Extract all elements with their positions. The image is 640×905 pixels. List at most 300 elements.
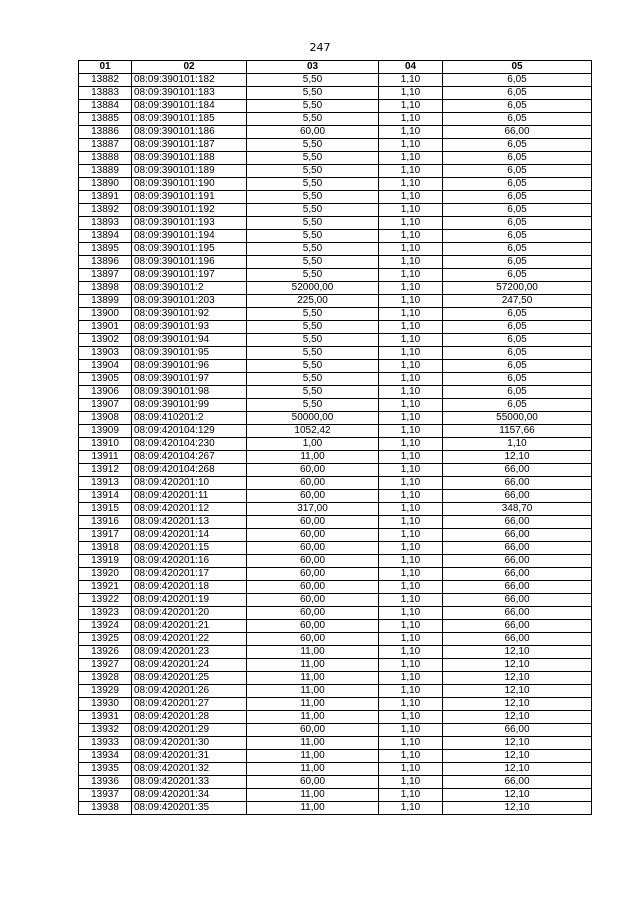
total-cell: 6,05	[443, 256, 592, 269]
cadastral-number-cell: 08:09:420201:13	[132, 516, 247, 529]
value-cell: 11,00	[247, 451, 379, 464]
cadastral-number-cell: 08:09:420201:21	[132, 620, 247, 633]
value-cell: 5,50	[247, 152, 379, 165]
row-number-cell: 13904	[79, 360, 132, 373]
coefficient-cell: 1,10	[379, 347, 443, 360]
coefficient-cell: 1,10	[379, 789, 443, 802]
coefficient-cell: 1,10	[379, 555, 443, 568]
value-cell: 5,50	[247, 165, 379, 178]
row-number-cell: 13915	[79, 503, 132, 516]
cadastral-number-cell: 08:09:420201:33	[132, 776, 247, 789]
coefficient-cell: 1,10	[379, 490, 443, 503]
row-number-cell: 13891	[79, 191, 132, 204]
row-number-cell: 13924	[79, 620, 132, 633]
table-row	[79, 620, 592, 633]
cadastral-number-cell: 08:09:390101:95	[132, 347, 247, 360]
row-number-cell: 13926	[79, 646, 132, 659]
table-row	[79, 607, 592, 620]
cadastral-number-cell: 08:09:420201:10	[132, 477, 247, 490]
total-cell: 12,10	[443, 685, 592, 698]
row-number-cell: 13930	[79, 698, 132, 711]
cadastral-number-cell: 08:09:420201:27	[132, 698, 247, 711]
table-row	[79, 269, 592, 282]
total-cell: 66,00	[443, 464, 592, 477]
value-cell: 60,00	[247, 126, 379, 139]
row-number-cell: 13912	[79, 464, 132, 477]
row-number-cell: 13925	[79, 633, 132, 646]
coefficient-cell: 1,10	[379, 477, 443, 490]
total-cell: 12,10	[443, 737, 592, 750]
value-cell: 60,00	[247, 633, 379, 646]
row-number-cell: 13921	[79, 581, 132, 594]
cadastral-number-cell: 08:09:420201:17	[132, 568, 247, 581]
value-cell: 5,50	[247, 373, 379, 386]
row-number-cell: 13900	[79, 308, 132, 321]
row-number-cell: 13913	[79, 477, 132, 490]
total-cell: 6,05	[443, 399, 592, 412]
cadastral-number-cell: 08:09:390101:195	[132, 243, 247, 256]
coefficient-cell: 1,10	[379, 737, 443, 750]
column-header-01: 01	[79, 61, 132, 74]
total-cell: 66,00	[443, 555, 592, 568]
table-row	[79, 438, 592, 451]
coefficient-cell: 1,10	[379, 204, 443, 217]
cadastral-number-cell: 08:09:390101:189	[132, 165, 247, 178]
total-cell: 6,05	[443, 308, 592, 321]
cadastral-number-cell: 08:09:390101:96	[132, 360, 247, 373]
coefficient-cell: 1,10	[379, 74, 443, 87]
row-number-cell: 13919	[79, 555, 132, 568]
coefficient-cell: 1,10	[379, 633, 443, 646]
coefficient-cell: 1,10	[379, 282, 443, 295]
table-row	[79, 282, 592, 295]
coefficient-cell: 1,10	[379, 464, 443, 477]
table-body	[79, 74, 592, 815]
coefficient-cell: 1,10	[379, 321, 443, 334]
table-row	[79, 386, 592, 399]
coefficient-cell: 1,10	[379, 178, 443, 191]
cadastral-number-cell: 08:09:390101:184	[132, 100, 247, 113]
cadastral-number-cell: 08:09:420201:18	[132, 581, 247, 594]
row-number-cell: 13894	[79, 230, 132, 243]
cadastral-number-cell: 08:09:390101:191	[132, 191, 247, 204]
value-cell: 11,00	[247, 763, 379, 776]
total-cell: 6,05	[443, 165, 592, 178]
row-number-cell: 13895	[79, 243, 132, 256]
row-number-cell: 13908	[79, 412, 132, 425]
cadastral-number-cell: 08:09:390101:197	[132, 269, 247, 282]
cadastral-number-cell: 08:09:390101:203	[132, 295, 247, 308]
table-row	[79, 373, 592, 386]
data-table	[78, 60, 592, 815]
cadastral-number-cell: 08:09:390101:2	[132, 282, 247, 295]
row-number-cell: 13886	[79, 126, 132, 139]
cadastral-number-cell: 08:09:420104:268	[132, 464, 247, 477]
cadastral-number-cell: 08:09:420104:230	[132, 438, 247, 451]
table-row	[79, 139, 592, 152]
total-cell: 6,05	[443, 243, 592, 256]
value-cell: 11,00	[247, 685, 379, 698]
cadastral-number-cell: 08:09:410201:2	[132, 412, 247, 425]
total-cell: 6,05	[443, 321, 592, 334]
row-number-cell: 13892	[79, 204, 132, 217]
value-cell: 11,00	[247, 672, 379, 685]
total-cell: 6,05	[443, 386, 592, 399]
table-row	[79, 113, 592, 126]
cadastral-number-cell: 08:09:390101:190	[132, 178, 247, 191]
table-row	[79, 152, 592, 165]
value-cell: 60,00	[247, 464, 379, 477]
cadastral-number-cell: 08:09:390101:99	[132, 399, 247, 412]
value-cell: 11,00	[247, 750, 379, 763]
column-header-03: 03	[247, 61, 379, 74]
value-cell: 52000,00	[247, 282, 379, 295]
cadastral-number-cell: 08:09:390101:92	[132, 308, 247, 321]
column-header-05: 05	[443, 61, 592, 74]
total-cell: 12,10	[443, 763, 592, 776]
value-cell: 60,00	[247, 529, 379, 542]
coefficient-cell: 1,10	[379, 646, 443, 659]
value-cell: 5,50	[247, 308, 379, 321]
table-row	[79, 659, 592, 672]
table-row	[79, 360, 592, 373]
table-row	[79, 347, 592, 360]
table-row	[79, 178, 592, 191]
table-row	[79, 334, 592, 347]
table-row	[79, 165, 592, 178]
value-cell: 5,50	[247, 256, 379, 269]
coefficient-cell: 1,10	[379, 113, 443, 126]
total-cell: 6,05	[443, 360, 592, 373]
row-number-cell: 13916	[79, 516, 132, 529]
row-number-cell: 13885	[79, 113, 132, 126]
coefficient-cell: 1,10	[379, 776, 443, 789]
table-row	[79, 581, 592, 594]
row-number-cell: 13888	[79, 152, 132, 165]
table-row	[79, 646, 592, 659]
total-cell: 66,00	[443, 529, 592, 542]
value-cell: 60,00	[247, 724, 379, 737]
total-cell: 12,10	[443, 789, 592, 802]
row-number-cell: 13918	[79, 542, 132, 555]
value-cell: 60,00	[247, 568, 379, 581]
coefficient-cell: 1,10	[379, 607, 443, 620]
value-cell: 5,50	[247, 399, 379, 412]
cadastral-number-cell: 08:09:390101:183	[132, 87, 247, 100]
total-cell: 247,50	[443, 295, 592, 308]
cadastral-number-cell: 08:09:420201:16	[132, 555, 247, 568]
total-cell: 12,10	[443, 711, 592, 724]
value-cell: 5,50	[247, 243, 379, 256]
table-row	[79, 724, 592, 737]
cadastral-number-cell: 08:09:420201:15	[132, 542, 247, 555]
cadastral-number-cell: 08:09:390101:188	[132, 152, 247, 165]
row-number-cell: 13931	[79, 711, 132, 724]
row-number-cell: 13935	[79, 763, 132, 776]
value-cell: 5,50	[247, 100, 379, 113]
table-row	[79, 490, 592, 503]
total-cell: 66,00	[443, 724, 592, 737]
table-row	[79, 321, 592, 334]
row-number-cell: 13910	[79, 438, 132, 451]
table-row	[79, 763, 592, 776]
total-cell: 66,00	[443, 516, 592, 529]
cadastral-number-cell: 08:09:420201:34	[132, 789, 247, 802]
total-cell: 6,05	[443, 152, 592, 165]
cadastral-number-cell: 08:09:420201:22	[132, 633, 247, 646]
coefficient-cell: 1,10	[379, 269, 443, 282]
value-cell: 11,00	[247, 698, 379, 711]
row-number-cell: 13887	[79, 139, 132, 152]
table-row	[79, 412, 592, 425]
value-cell: 60,00	[247, 490, 379, 503]
value-cell: 225,00	[247, 295, 379, 308]
coefficient-cell: 1,10	[379, 620, 443, 633]
table-row	[79, 568, 592, 581]
cadastral-number-cell: 08:09:390101:186	[132, 126, 247, 139]
value-cell: 60,00	[247, 607, 379, 620]
coefficient-cell: 1,10	[379, 87, 443, 100]
total-cell: 66,00	[443, 581, 592, 594]
table-row	[79, 685, 592, 698]
row-number-cell: 13889	[79, 165, 132, 178]
coefficient-cell: 1,10	[379, 594, 443, 607]
total-cell: 57200,00	[443, 282, 592, 295]
total-cell: 6,05	[443, 191, 592, 204]
coefficient-cell: 1,10	[379, 100, 443, 113]
total-cell: 12,10	[443, 750, 592, 763]
cadastral-number-cell: 08:09:390101:94	[132, 334, 247, 347]
total-cell: 12,10	[443, 646, 592, 659]
row-number-cell: 13907	[79, 399, 132, 412]
row-number-cell: 13911	[79, 451, 132, 464]
value-cell: 5,50	[247, 334, 379, 347]
total-cell: 66,00	[443, 126, 592, 139]
value-cell: 5,50	[247, 347, 379, 360]
table-row	[79, 425, 592, 438]
value-cell: 60,00	[247, 594, 379, 607]
cadastral-number-cell: 08:09:420201:14	[132, 529, 247, 542]
table-row	[79, 698, 592, 711]
cadastral-number-cell: 08:09:420201:31	[132, 750, 247, 763]
row-number-cell: 13902	[79, 334, 132, 347]
total-cell: 6,05	[443, 113, 592, 126]
row-number-cell: 13934	[79, 750, 132, 763]
row-number-cell: 13928	[79, 672, 132, 685]
table-row	[79, 711, 592, 724]
value-cell: 5,50	[247, 230, 379, 243]
coefficient-cell: 1,10	[379, 230, 443, 243]
total-cell: 12,10	[443, 698, 592, 711]
coefficient-cell: 1,10	[379, 763, 443, 776]
value-cell: 11,00	[247, 737, 379, 750]
row-number-cell: 13883	[79, 87, 132, 100]
value-cell: 11,00	[247, 802, 379, 815]
total-cell: 1,10	[443, 438, 592, 451]
coefficient-cell: 1,10	[379, 750, 443, 763]
coefficient-cell: 1,10	[379, 516, 443, 529]
value-cell: 5,50	[247, 269, 379, 282]
coefficient-cell: 1,10	[379, 295, 443, 308]
coefficient-cell: 1,10	[379, 542, 443, 555]
value-cell: 5,50	[247, 217, 379, 230]
row-number-cell: 13903	[79, 347, 132, 360]
value-cell: 50000,00	[247, 412, 379, 425]
table-row	[79, 737, 592, 750]
value-cell: 60,00	[247, 620, 379, 633]
total-cell: 66,00	[443, 594, 592, 607]
table-row	[79, 256, 592, 269]
coefficient-cell: 1,10	[379, 529, 443, 542]
total-cell: 12,10	[443, 451, 592, 464]
total-cell: 55000,00	[443, 412, 592, 425]
row-number-cell: 13901	[79, 321, 132, 334]
coefficient-cell: 1,10	[379, 308, 443, 321]
coefficient-cell: 1,10	[379, 672, 443, 685]
coefficient-cell: 1,10	[379, 425, 443, 438]
table-row	[79, 100, 592, 113]
row-number-cell: 13890	[79, 178, 132, 191]
row-number-cell: 13922	[79, 594, 132, 607]
total-cell: 6,05	[443, 100, 592, 113]
coefficient-cell: 1,10	[379, 503, 443, 516]
table-row	[79, 802, 592, 815]
coefficient-cell: 1,10	[379, 568, 443, 581]
cadastral-number-cell: 08:09:420104:129	[132, 425, 247, 438]
column-header-02: 02	[132, 61, 247, 74]
table-row	[79, 529, 592, 542]
row-number-cell: 13927	[79, 659, 132, 672]
table-row	[79, 399, 592, 412]
table-row	[79, 555, 592, 568]
total-cell: 6,05	[443, 74, 592, 87]
coefficient-cell: 1,10	[379, 451, 443, 464]
coefficient-cell: 1,10	[379, 802, 443, 815]
table-row	[79, 230, 592, 243]
row-number-cell: 13923	[79, 607, 132, 620]
cadastral-number-cell: 08:09:420201:28	[132, 711, 247, 724]
coefficient-cell: 1,10	[379, 386, 443, 399]
total-cell: 66,00	[443, 542, 592, 555]
cadastral-number-cell: 08:09:390101:97	[132, 373, 247, 386]
total-cell: 66,00	[443, 568, 592, 581]
value-cell: 5,50	[247, 191, 379, 204]
cadastral-number-cell: 08:09:390101:182	[132, 74, 247, 87]
table-row	[79, 776, 592, 789]
coefficient-cell: 1,10	[379, 256, 443, 269]
cadastral-number-cell: 08:09:420201:23	[132, 646, 247, 659]
table-row	[79, 750, 592, 763]
table-row	[79, 126, 592, 139]
coefficient-cell: 1,10	[379, 412, 443, 425]
value-cell: 1,00	[247, 438, 379, 451]
total-cell: 6,05	[443, 217, 592, 230]
table-row	[79, 503, 592, 516]
value-cell: 60,00	[247, 776, 379, 789]
coefficient-cell: 1,10	[379, 399, 443, 412]
cadastral-number-cell: 08:09:390101:187	[132, 139, 247, 152]
cadastral-number-cell: 08:09:390101:98	[132, 386, 247, 399]
value-cell: 5,50	[247, 139, 379, 152]
cadastral-number-cell: 08:09:420201:24	[132, 659, 247, 672]
cadastral-number-cell: 08:09:420104:267	[132, 451, 247, 464]
value-cell: 11,00	[247, 711, 379, 724]
total-cell: 66,00	[443, 477, 592, 490]
table-row	[79, 633, 592, 646]
value-cell: 60,00	[247, 477, 379, 490]
table-row	[79, 477, 592, 490]
value-cell: 5,50	[247, 386, 379, 399]
table-row	[79, 295, 592, 308]
row-number-cell: 13937	[79, 789, 132, 802]
value-cell: 5,50	[247, 74, 379, 87]
coefficient-cell: 1,10	[379, 243, 443, 256]
total-cell: 12,10	[443, 659, 592, 672]
cadastral-number-cell: 08:09:390101:192	[132, 204, 247, 217]
table-row	[79, 191, 592, 204]
value-cell: 60,00	[247, 542, 379, 555]
table-row	[79, 74, 592, 87]
cadastral-number-cell: 08:09:390101:93	[132, 321, 247, 334]
table-row	[79, 87, 592, 100]
coefficient-cell: 1,10	[379, 165, 443, 178]
total-cell: 6,05	[443, 230, 592, 243]
cadastral-number-cell: 08:09:420201:20	[132, 607, 247, 620]
total-cell: 6,05	[443, 87, 592, 100]
value-cell: 5,50	[247, 360, 379, 373]
total-cell: 6,05	[443, 178, 592, 191]
value-cell: 60,00	[247, 516, 379, 529]
table-row	[79, 451, 592, 464]
coefficient-cell: 1,10	[379, 724, 443, 737]
coefficient-cell: 1,10	[379, 373, 443, 386]
value-cell: 5,50	[247, 204, 379, 217]
coefficient-cell: 1,10	[379, 685, 443, 698]
row-number-cell: 13914	[79, 490, 132, 503]
coefficient-cell: 1,10	[379, 126, 443, 139]
coefficient-cell: 1,10	[379, 139, 443, 152]
value-cell: 5,50	[247, 87, 379, 100]
row-number-cell: 13884	[79, 100, 132, 113]
value-cell: 5,50	[247, 178, 379, 191]
cadastral-number-cell: 08:09:390101:196	[132, 256, 247, 269]
value-cell: 11,00	[247, 789, 379, 802]
table-header-row	[79, 61, 592, 74]
total-cell: 6,05	[443, 334, 592, 347]
row-number-cell: 13898	[79, 282, 132, 295]
table-row	[79, 516, 592, 529]
coefficient-cell: 1,10	[379, 711, 443, 724]
coefficient-cell: 1,10	[379, 217, 443, 230]
table-row	[79, 789, 592, 802]
total-cell: 12,10	[443, 672, 592, 685]
value-cell: 60,00	[247, 581, 379, 594]
coefficient-cell: 1,10	[379, 438, 443, 451]
value-cell: 1052,42	[247, 425, 379, 438]
coefficient-cell: 1,10	[379, 191, 443, 204]
total-cell: 66,00	[443, 490, 592, 503]
row-number-cell: 13920	[79, 568, 132, 581]
value-cell: 11,00	[247, 646, 379, 659]
table-row	[79, 594, 592, 607]
total-cell: 6,05	[443, 373, 592, 386]
cadastral-number-cell: 08:09:420201:19	[132, 594, 247, 607]
row-number-cell: 13929	[79, 685, 132, 698]
row-number-cell: 13906	[79, 386, 132, 399]
coefficient-cell: 1,10	[379, 334, 443, 347]
total-cell: 66,00	[443, 607, 592, 620]
value-cell: 5,50	[247, 113, 379, 126]
